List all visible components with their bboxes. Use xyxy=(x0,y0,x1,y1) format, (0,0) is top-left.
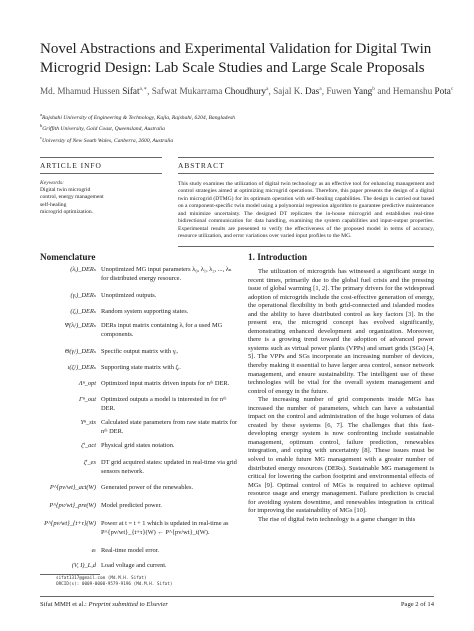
keyword: Digital twin microgrid xyxy=(40,187,91,193)
footer-left: Sifat MMH et al.: Preprint submitted to Elsevier xyxy=(40,601,168,608)
divider xyxy=(178,173,434,174)
footnote-emails xyxy=(56,576,236,588)
abstract-text: This study examines the utilization of digital twin technology as an effective tool for enhancing management and control strategies aimed at optimizing microgrid operations. Therefore, this paper presents the design of a digital twin microgrid (DTMG) for its optimum operation with self-healing capabilities. The design is carried out based on a component-specific twin model using a polynomial regression algorithm to guarantee predictive maintenance and minimize uncertainty. The designed DT replicates the in-house microgrid and establishes real-time bidirectional communication for data handling, examining the system capabilities and input-output properties. Experimental results are presented to verify the effectiveness of the proposed model in terms of accuracy, resource utilization, and error variations over varied input profiles to the MG. xyxy=(178,181,434,240)
divider xyxy=(40,173,162,174)
footnote-rule xyxy=(40,574,100,575)
author-3: Sajal K. Das$^a$, xyxy=(273,86,325,97)
affiliations xyxy=(40,111,460,145)
author-4: Fuwen Yang$^b$ and xyxy=(326,86,391,97)
article-info-heading: ARTICLE INFO xyxy=(40,161,102,170)
abstract-heading: ABSTRACT xyxy=(178,161,225,170)
keyword: self-healing xyxy=(40,201,67,208)
orcid-line: ORCID(s): 0009-0000-9579-9196 (Md.M.H. Sifat) xyxy=(56,582,173,587)
author-list xyxy=(40,83,460,98)
paper-title: Novel Abstractions and Experimental Validation for Digital Twin Microgrid Design: Lab Scale Studies and Large Scale Proposals xyxy=(40,41,432,76)
section-heading-introduction: 1. Introduction xyxy=(248,252,308,262)
email-line: sifat1317@gmail.com (Md.M.H. Sifat) xyxy=(56,576,147,581)
paragraph: The increasing number of grid components inside MGs has increased the number of parameters, which can have a substantial impact on the control and administration of the huge volumes of data created by these systems [6, 7]. The challenges that this fast-developing energy system is now confronting include sustainable management, optimum control, failure prediction, renewables integration, and coping with uncertainty [8]. These issues must be solved to enable future MG management with a greater number of distributed energy resources (DERs). Sustainable MG management is critical for lowering the carbon footprint and environmental effects of MGs [9]. Optimal control of MGs is required to achieve optimal resource usage and energy management. Failure prediction is crucial for avoiding system downtime, and renewables integration is critical for improving the sustainability of MGs [10]. xyxy=(248,396,434,515)
paragraph: The utilization of microgrids has witnessed a significant surge in recent times, primarily due to the global fuel crisis and the pressing issue of global warming [1, 2]. The primary drivers for the widespread adoption of microgrids include the cost-effective generation of energy, the operational flexibility in both grid-connected and islanded modes and the ability to have distributed control as key factors [3]. In the present era, the microgrid concept has evolved significantly, demonstrating enhanced development and organization. Moreover, there is a growing trend toward the adoption of advanced power systems such as virtual power plants (VPPs) and smart grids (SGs) [4, 5]. The VPPs and SGs incorporate an increasing number of devices, thereby making it essential to have larger area control, sensor network management, and ensure sustainability. The intelligent use of these technologies will be vital for the overall system management and control of energy in the future. xyxy=(248,268,434,395)
author-2: Safwat Mukarrama Choudhury$^a$, xyxy=(151,86,271,97)
author-1: Md. Mhamud Hussen Sifat$^{a,∗}$, xyxy=(40,86,150,97)
keywords-label: Keywords: xyxy=(40,180,65,186)
article-info xyxy=(40,157,162,217)
introduction-text xyxy=(248,268,434,524)
divider xyxy=(178,157,434,158)
affiliation-c: $^c$University of New South Wales, Canberra, 2600, Australia xyxy=(40,134,174,144)
keyword-list xyxy=(40,187,162,217)
keyword: control, energy management xyxy=(40,194,104,201)
paragraph: The rise of digital twin technology is a game changer in this xyxy=(258,515,416,523)
footer-rule xyxy=(40,596,434,597)
affiliation-b: $^b$Griffith University, Gold Coast, Queensland, Australia xyxy=(40,123,165,133)
divider xyxy=(40,157,162,158)
keyword: microgrid optimization. xyxy=(40,209,94,216)
affiliation-a: $^a$Rajshahi University of Engineering & Technology, Kajla, Rajshahi, 6204, Bangladesh xyxy=(40,112,235,121)
page-number: Page 2 of 14 xyxy=(400,601,434,608)
divider xyxy=(178,246,434,247)
author-5: Hemanshu Pota$^c$ xyxy=(392,86,454,97)
abstract xyxy=(178,157,434,247)
nomenclature-heading: Nomenclature xyxy=(40,252,96,262)
